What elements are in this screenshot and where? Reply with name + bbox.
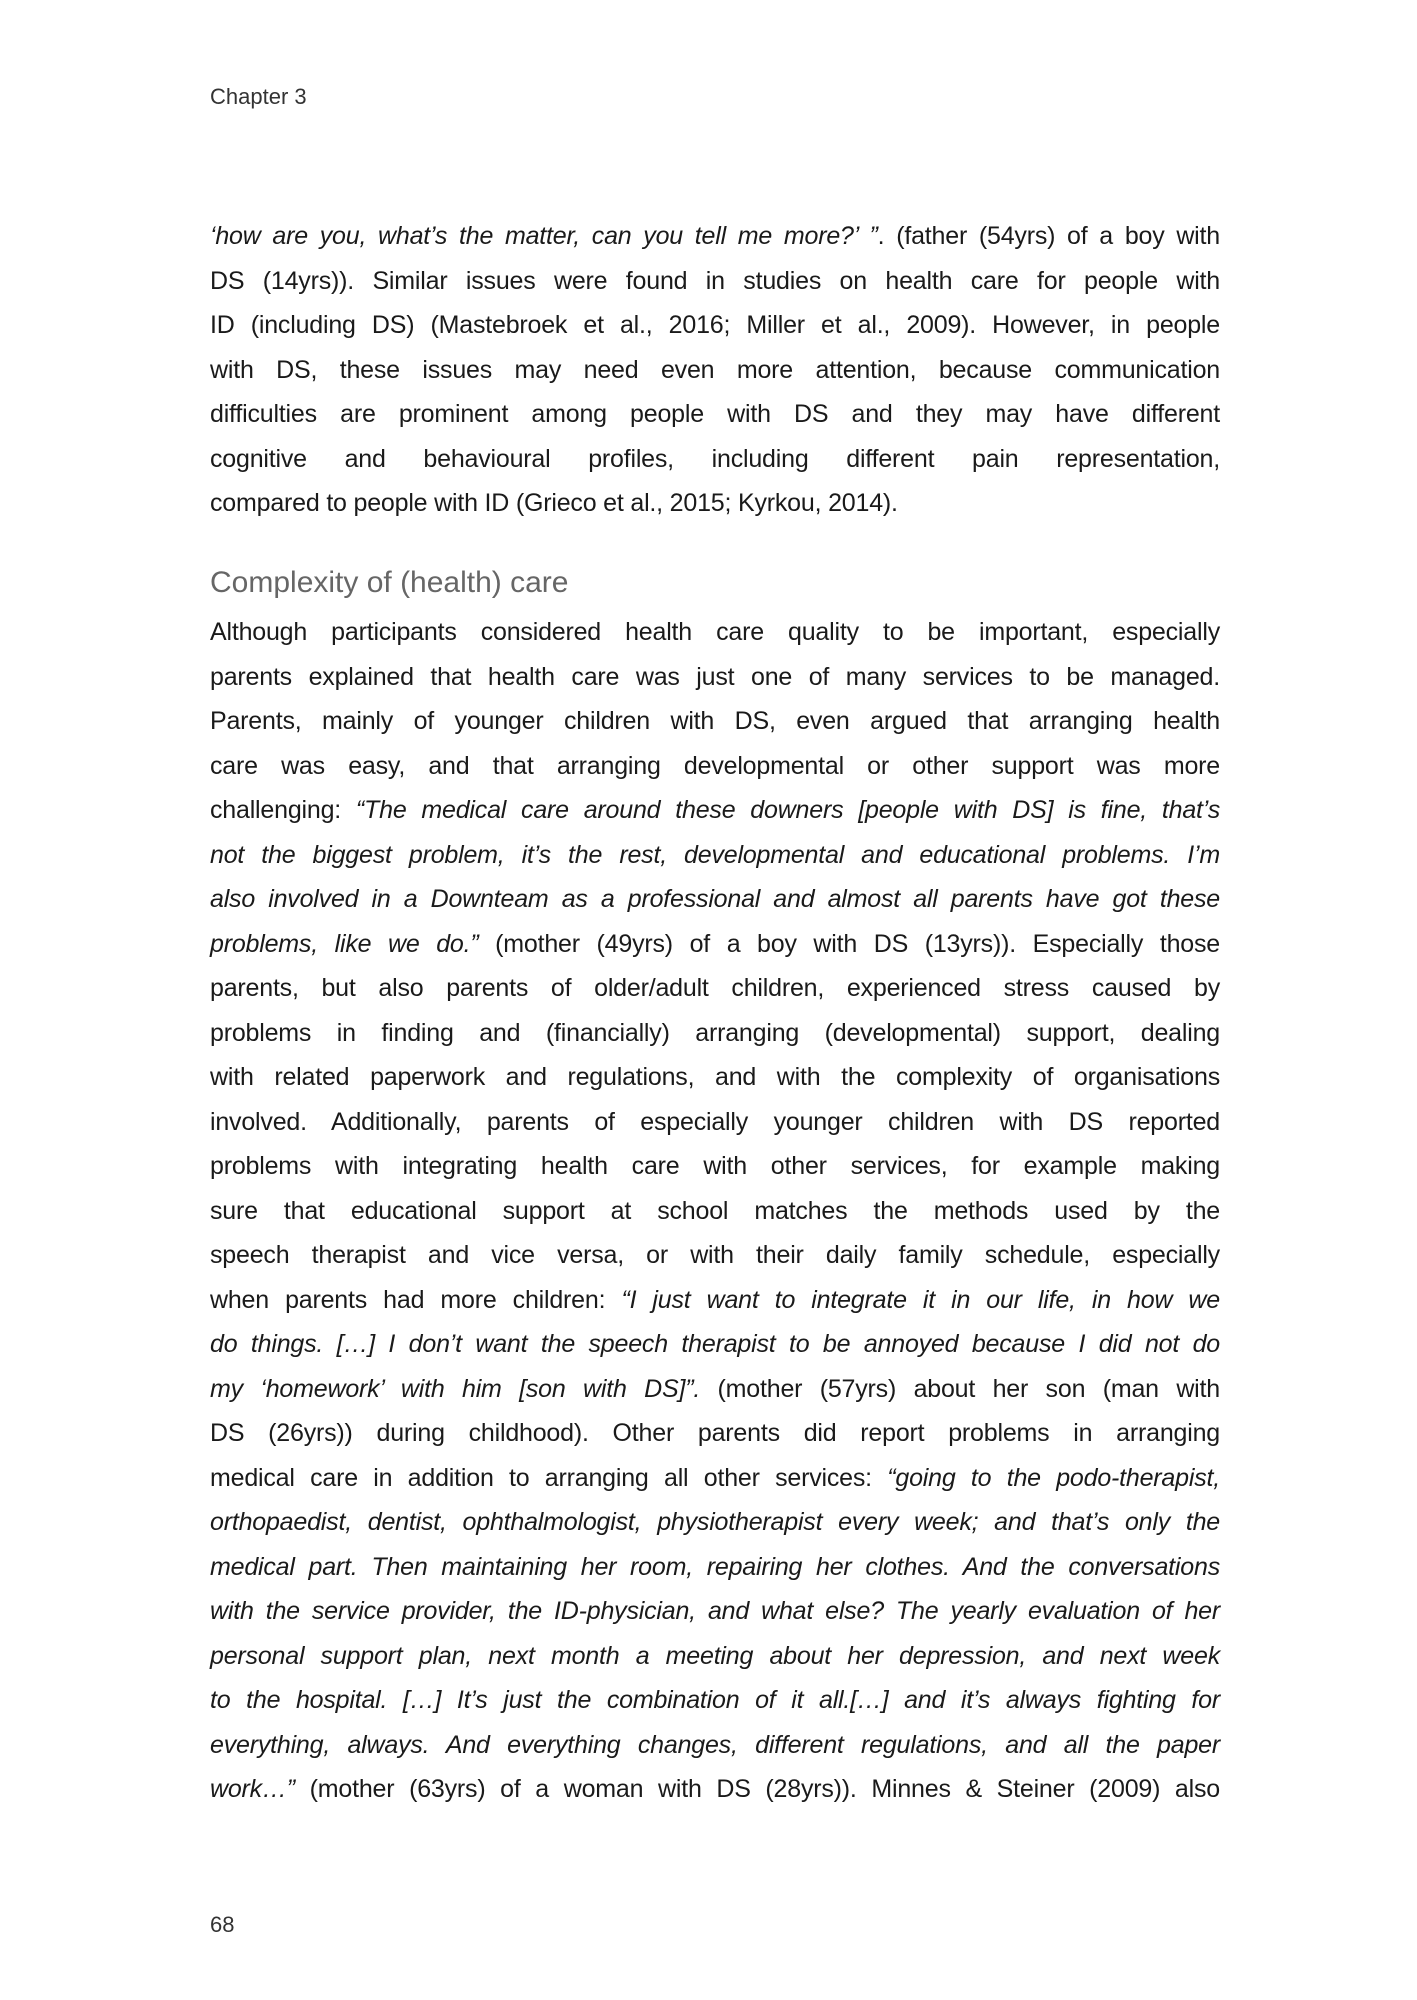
body-text: with related paperwork and regulations, and with the complexity of organisations	[210, 1063, 1220, 1091]
text-line	[210, 303, 1220, 348]
quote-text: orthopaedist, dentist, ophthalmologist, physiotherapist every week; and that’s only the	[210, 1508, 1220, 1536]
text-line	[210, 1456, 1220, 1501]
body-text: difficulties are prominent among people with DS and they may have different	[210, 400, 1220, 428]
text-line	[210, 877, 1220, 922]
paragraph-1	[210, 214, 1220, 526]
text-line	[210, 259, 1220, 304]
page-number: 68	[210, 1912, 235, 1937]
quote-text: problems, like we do.”	[210, 929, 479, 958]
body-text: Parents, mainly of younger children with DS, even argued that arranging health	[210, 707, 1220, 735]
text-line	[210, 610, 1220, 655]
text-line	[210, 481, 1220, 526]
quote-text: “I just want to integrate it in our life, in how we	[621, 1285, 1220, 1314]
text-line	[210, 744, 1220, 789]
text-line	[210, 1678, 1220, 1723]
text-line	[210, 1233, 1220, 1278]
body-text: care was easy, and that arranging developmental or other support was more	[210, 751, 1220, 780]
quote-text: my ‘homework’ with him [son with DS]”.	[210, 1374, 701, 1403]
text-line	[210, 1144, 1220, 1189]
text-line	[210, 966, 1220, 1011]
body-text: compared to people with ID (Grieco et al., 2015; Kyrkou, 2014).	[210, 489, 898, 517]
body-text: when parents had more children:	[210, 1285, 622, 1314]
section-heading: Complexity of (health) care	[210, 566, 569, 599]
text-line	[210, 1367, 1220, 1412]
body-text: (mother (49yrs) of a boy with DS (13yrs)). Especially those	[478, 929, 1220, 958]
text-line	[210, 1545, 1220, 1590]
quote-text: “The medical care around these downers [people with DS] is fine, that’s	[355, 796, 1220, 824]
quote-text: to the hospital. […] It’s just the combination of it all.[…] and it’s always fighting for	[210, 1686, 1220, 1714]
text-line	[210, 1322, 1220, 1367]
paragraph-2	[210, 610, 1220, 1812]
body-text: parents, but also parents of older/adult children, experienced stress caused by	[210, 974, 1220, 1002]
quote-text: personal support plan, next month a meeting about her depression, and next week	[210, 1641, 1220, 1670]
text-line	[210, 1589, 1220, 1634]
quote-text: do things. […] I don’t want the speech therapist to be annoyed because I did not do	[210, 1330, 1220, 1358]
body-text: . (father (54yrs) of a boy with	[877, 222, 1220, 250]
body-text: cognitive and behavioural profiles, including different pain representation,	[210, 444, 1220, 473]
text-line	[210, 214, 1220, 259]
body-text: problems in finding and (financially) arranging (developmental) support, dealing	[210, 1018, 1220, 1047]
quote-text: not the biggest problem, it’s the rest, developmental and educational problems. I’m	[210, 840, 1220, 869]
text-line	[210, 1100, 1220, 1145]
text-line	[210, 655, 1220, 700]
text-line	[210, 788, 1220, 833]
quote-text: work…”	[210, 1775, 295, 1803]
body-text: ID (including DS) (Mastebroek et al., 2016; Miller et al., 2009). However, in people	[210, 311, 1220, 339]
quote-text: with the service provider, the ID-physician, and what else? The yearly evaluation of her	[210, 1597, 1220, 1625]
body-text: Although participants considered health care quality to be important, especially	[210, 618, 1220, 646]
text-line	[210, 833, 1220, 878]
body-text: (mother (57yrs) about her son (man with	[700, 1374, 1220, 1403]
body-text: sure that educational support at school matches the methods used by the	[210, 1196, 1220, 1225]
body-text: challenging:	[210, 796, 356, 824]
body-text: (mother (63yrs) of a woman with DS (28yrs)). Minnes & Steiner (2009) also	[294, 1775, 1220, 1803]
body-text: DS (14yrs)). Similar issues were found in studies on health care for people with	[210, 266, 1220, 295]
quote-text: also involved in a Downteam as a professional and almost all parents have got these	[210, 885, 1220, 913]
text-line	[210, 1723, 1220, 1768]
body-text: speech therapist and vice versa, or with their daily family schedule, especially	[210, 1241, 1220, 1269]
quote-text: medical part. Then maintaining her room, repairing her clothes. And the conversations	[210, 1552, 1220, 1581]
text-line	[210, 392, 1220, 437]
body-text: parents explained that health care was just one of many services to be managed.	[210, 662, 1220, 691]
body-text: involved. Additionally, parents of especially younger children with DS reported	[210, 1107, 1220, 1136]
text-line	[210, 699, 1220, 744]
quote-text: “going to the podo-therapist,	[887, 1463, 1220, 1492]
text-line	[210, 1189, 1220, 1234]
text-line	[210, 1055, 1220, 1100]
running-head: Chapter 3	[210, 84, 307, 109]
quote-text: ‘how are you, what’s the matter, can you tell me more?’ ”	[210, 222, 878, 250]
text-line	[210, 1634, 1220, 1679]
text-line	[210, 1278, 1220, 1323]
text-line	[210, 437, 1220, 482]
body-text: medical care in addition to arranging all other services:	[210, 1463, 888, 1492]
text-line	[210, 922, 1220, 967]
text-line	[210, 1500, 1220, 1545]
text-line	[210, 1767, 1220, 1812]
body-text: problems with integrating health care with other services, for example making	[210, 1152, 1220, 1180]
text-line	[210, 1411, 1220, 1456]
body-text: DS (26yrs)) during childhood). Other parents did report problems in arranging	[210, 1419, 1220, 1447]
text-line	[210, 1011, 1220, 1056]
body-text: with DS, these issues may need even more attention, because communication	[210, 355, 1220, 384]
quote-text: everything, always. And everything changes, different regulations, and all the paper	[210, 1730, 1220, 1759]
text-line	[210, 348, 1220, 393]
